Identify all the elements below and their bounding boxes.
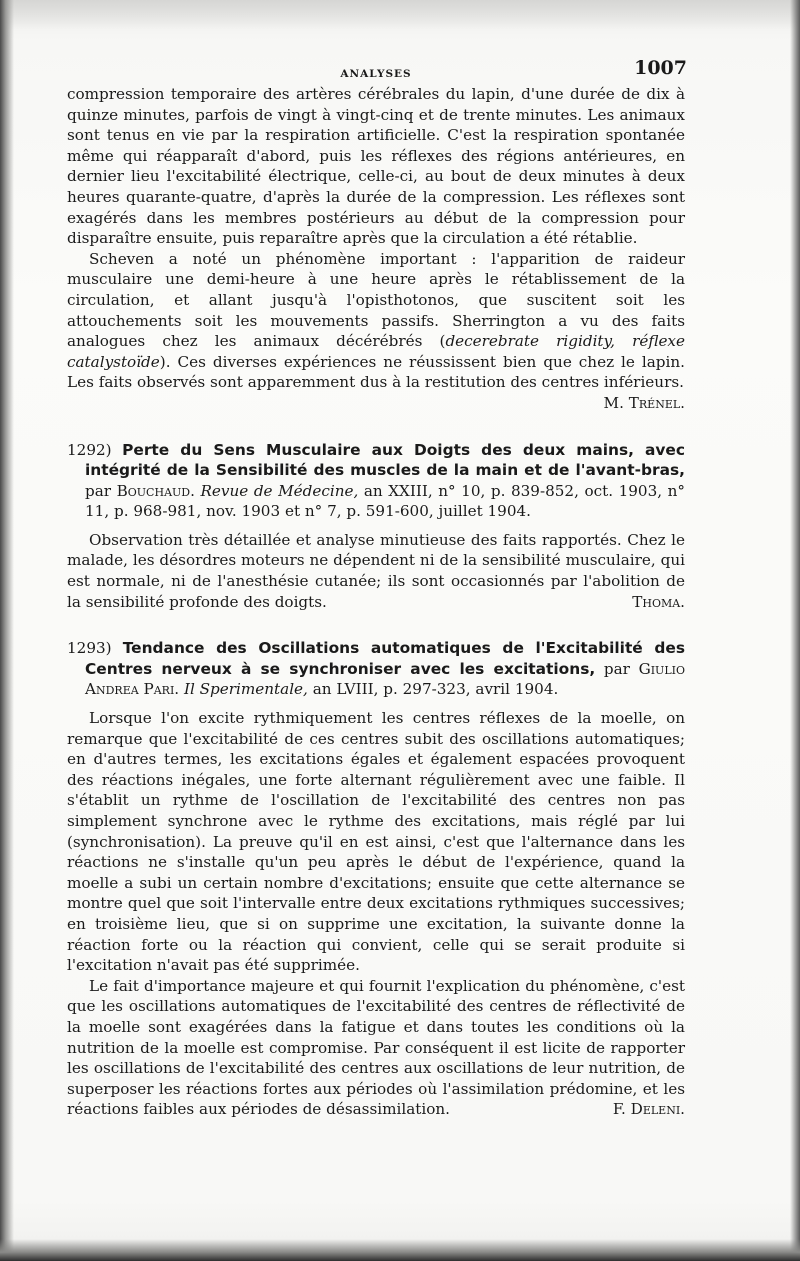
entry-1292-citation: an XXIII, n° 10, p. 839-852, oct. 1903, n° 11, p. 968-981, nov. 1903 et n° 7, p. 591-600, juillet 1904.: [85, 481, 686, 521]
entry-1293-author: Giulio Andrea Pari.: [85, 659, 685, 699]
entry-1292-journal: Revue de Médecine,: [200, 481, 359, 500]
entry-1292-author: Bouchaud.: [116, 481, 195, 500]
scan-edge-top: [0, 0, 800, 30]
entry-1293-title: Tendance des Oscillations automatiques de l'Excitabilité des Centres nerveux à se synchroniser avec les excitations,: [85, 639, 685, 678]
page-number: 1007: [634, 57, 687, 79]
scan-edge-right: [790, 0, 800, 1261]
entry-1292-title: Perte du Sens Musculaire aux Doigts des deux mains, avec intégrité de la Sensibilité des muscles de la main et de l'avant-bras,: [85, 440, 685, 480]
paragraph-scheven: Scheven a noté un phénomène important : l'apparition de raideur musculaire une demi-heure à une heure après le rétablissement de la circulation, et allant jusqu'à l'opisthotonos, que suscitent soit les attouchements soit les mouvements passifs. Sherrington a vu des faits analogues chez les animaux décérébrés (decerebrate rigidity, réflexe catalystoïde). Ces diverses expériences ne réussissent bien que chez le lapin. Les faits observés sont apparemment dus à la restitution des centres inférieurs. M. Trénel.: [67, 249, 685, 412]
page-content: [67, 58, 685, 1120]
entry-1293-citation: an LVIII, p. 297-323, avril 1904.: [312, 680, 559, 699]
entry-1293-paragraph-2: Le fait d'importance majeure et qui fournit l'explication du phénomène, c'est que les oscillations automatiques de l'excitabilité des centres de réflectivité de la moelle sont exagérées dans la fatigue et dans toutes les conditions où la nutrition de la moelle est compromise. Par conséquent il est licite de rapporter les oscillations de l'excitabilité des centres aux oscillations de leur nutrition, de superposer les réactions fortes aux périodes où l'assimilation prédomine, et les réactions faibles aux périodes de désassimilation. F. Deleni.: [67, 976, 685, 1119]
entry-1292-body: Observation très détaillée et analyse minutieuse des faits rapportés. Chez le malade, les désordres moteurs ne dépendent ni de la sensibilité musculaire, qui est normale, ni de l'anesthésie cutanée; ils sont occasionnés par l'abolition de la sensibilité profonde des doigts. Thoma.: [67, 530, 685, 611]
paragraph-continued: compression temporaire des artères cérébrales du lapin, d'une durée de dix à quinze minutes, parfois de vingt à vingt-cinq et de trente minutes. Les animaux sont tenus en vie par la respiration artificielle. C'est la respiration spontanée même qui réapparaît d'abord, puis les réflexes des régions antérieures, en dernier lieu l'excitabilité électrique, celle-ci, au bout de deux minutes à deux heures quarante-quatre, d'après la durée de la compression. Les réflexes sont exagérés dans les membres postérieurs au début de la compression pour disparaître ensuite, puis reparaître après que la circulation a été rétablie.: [67, 85, 685, 248]
entry-1293-heading: 1293) Tendance des Oscillations automatiques de l'Excitabilité des Centres nerveux à se synchroniser avec les excitations, par Giulio Andrea Pari. Il Sperimentale, an LVIII, p. 297-323, avril 1904.: [67, 639, 685, 699]
scan-edge-bottom: [0, 1239, 800, 1261]
running-title: ANALYSES: [340, 68, 412, 80]
running-head: [67, 58, 685, 84]
entry-1293-paragraph-1: Lorsque l'on excite rythmiquement les centres réflexes de la moelle, on remarque que l'excitabilité de ces centres subit des oscillations automatiques; en d'autres termes, les excitations égales et également espacées provoquent des réactions inégales, une forte alternant régulièrement avec une faible. Il s'établit un rythme de l'oscillation de l'excitabilité des centres non pas simplement synchrone avec le rythme des excitations, mais réglé par lui (synchronisation). La preuve qu'il en est ainsi, c'est que l'alternance dans les réactions ne s'installe qu'un peu après le début de l'expérience, quand la moelle a subi un certain nombre d'excitations; ensuite que cette alternance se montre quel que soit l'intervalle entre deux excitations rythmiques successives; en troisième lieu, que si on supprime une excitation, la suivante donne la réaction forte ou la réaction qui convient, celle qui se serait produite si l'excitation n'avait pas été supprimée.: [67, 709, 685, 975]
signature-thoma: Thoma.: [632, 592, 685, 611]
scan-edge-left: [0, 0, 14, 1261]
entry-1292-heading: 1292) Perte du Sens Musculaire aux Doigts des deux mains, avec intégrité de la Sensibilité des muscles de la main et de l'avant-bras, par Bouchaud. Revue de Médecine, an XXIII, n° 10, p. 839-852, oct. 1903, n° 11, p. 968-981, nov. 1903 et n° 7, p. 591-600, juillet 1904.: [67, 440, 686, 521]
entry-1293-journal: Il Sperimentale,: [183, 680, 308, 699]
signature-deleni: F. Deleni.: [612, 1100, 685, 1119]
signature-trenel: M. Trénel.: [603, 393, 685, 412]
italic-terms: decerebrate rigidity, réflexe catalystoïde: [67, 332, 685, 371]
